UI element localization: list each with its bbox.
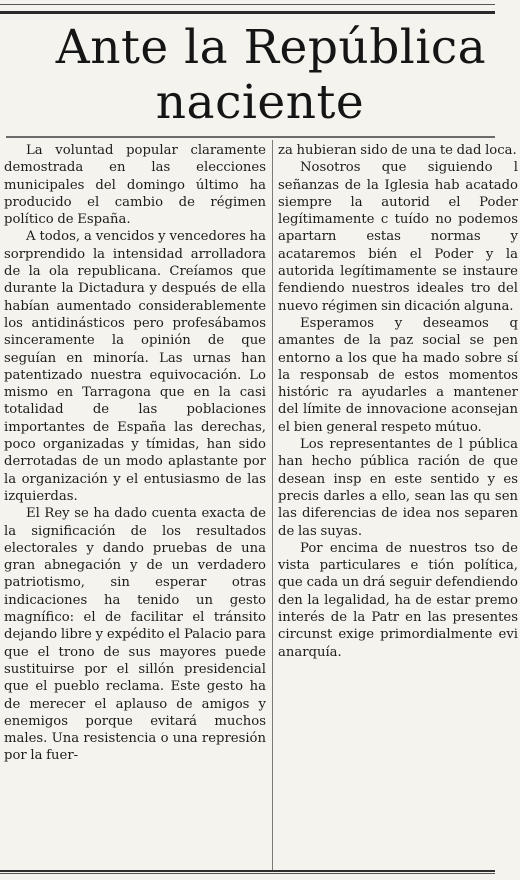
headline-line-2: naciente — [155, 75, 365, 130]
bottom-rule — [0, 870, 495, 874]
right-column — [278, 142, 518, 661]
paragraph: Nosotros que siguiendo l señanzas de la Iglesia hab acatado siempre la autorid el Poder legítimamente c tuído no podemos apartarn estas normas y acataremos bién el Poder y la autorida legítimamente se instaure fendiendo nuestros ideales tro del nuevo régimen sin dicación alguna. — [278, 160, 518, 314]
paragraph-continuation: za hubieran sido de una te dad loca. — [278, 143, 517, 158]
paragraph: Esperamos y deseamos q amantes de la paz social se pen entorno a los que ha mado sobre sí la responsab de estos momentos históric ra ayudarles a mantener del límite de innovacione aconsejan el bien general respeto mútuo. — [278, 315, 518, 435]
paragraph: Por encima de nuestros tso de vista particulares e tión política, que cada un drá seguir defendiendo den la legalidad, ha de estar premo interés de la Patr en las presentes circunst exige primordialmente evi anarquía. — [278, 540, 518, 660]
column-divider — [272, 140, 273, 870]
headline-line-1: Ante la República — [55, 20, 487, 75]
paragraph: La voluntad popular claramente demostrada en las elecciones municipales del domingo último ha producido el cambio de régimen político de España. — [4, 143, 266, 228]
headline — [0, 20, 520, 130]
paragraph: A todos, a vencidos y vencedores ha sorprendido la intensidad arrolladora de la ola republicana. Creíamos que durante la Dictadura y después de ella habían aumentado considerablemente los antidinásticos pero profesábamos sinceramente la opinión de que seguían en minoría. Las urnas han patentizado nuestra equivocación. Lo mismo en Tarragona que en la casi totalidad de las poblaciones importantes de España las derechas, poco organizadas y tímidas, han sido derrotadas de un modo aplastante por la organización y el entusiasmo de las izquierdas. — [4, 229, 266, 504]
paragraph: El Rey se ha dado cuenta exacta de la significación de los resultados electorales y dando pruebas de una gran abnegación y de un verdadero patriotismo, sin esperar otras indicaciones ha tenido un gesto magnífico: el de facilitar el tránsito dejando libre y expédito el Palacio para que el trono de sus mayores puede sustituirse por el sillón presidencial que el pueblo reclama. Este gesto ha de merecer el aplauso de amigos y enemigos porque evitará muchos males. Una resistencia o una represión por la fuer- — [4, 506, 266, 764]
left-column — [4, 142, 266, 765]
top-rule — [0, 0, 495, 14]
paragraph: Los representantes de l pública han hecho pública ración de que desean insp en este sentido y es precis darles a ello, sean las qu sen las diferencias de idea nos separen de las suyas. — [278, 437, 518, 539]
headline-divider — [6, 136, 495, 138]
